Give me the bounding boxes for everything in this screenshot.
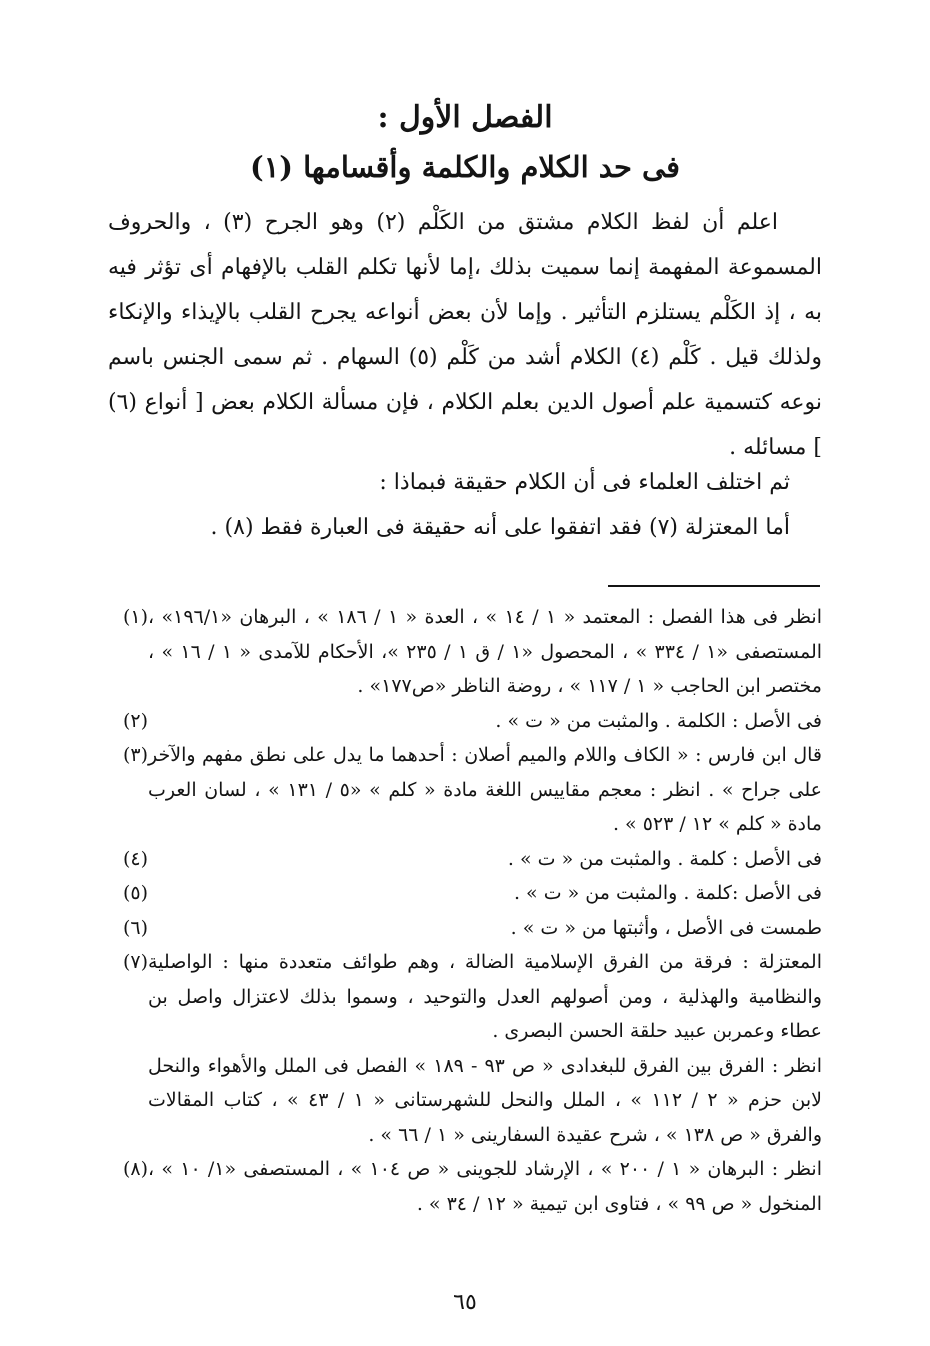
footnote	[108, 842, 822, 877]
footnote-number: (٥)	[122, 882, 148, 904]
footnote-number: (٨)	[122, 1158, 148, 1180]
chapter-subtitle: فى حد الكلام والكلمة وأقسامها (١)	[249, 150, 681, 184]
footnote-number: (٤)	[122, 847, 148, 870]
footnote-text: انظر : البرهان « ١ / ٢٠٠ » ، الإرشاد للجوينى « ص ١٠٤ » ، المستصفى «١/ ١٠ » ، المنخول « ص ٩٩ » ، فتاوى ابن تيمية « ١٢ / ٣٤ » .	[148, 1158, 822, 1215]
body-text	[108, 200, 822, 470]
footnote-text: فى الأصل : الكلمة . والمثبت من « ت » .	[495, 709, 822, 732]
footnote	[108, 704, 822, 739]
chapter-title: الفصل الأول :	[377, 100, 553, 135]
footnote	[108, 1152, 822, 1221]
footnote-text: قال ابن فارس : « الكاف واللام والميم أصلان : أحدهما ما يدل على نطق مفهم والآخر على جراح » . انظر : معجم مقاييس اللغة مادة « كلم » «٥ / ١٣١ » ، لسان العرب مادة « كلم » ١٢ / ٥٢٣ » .	[148, 744, 823, 835]
footnote-number: (٢)	[122, 709, 148, 732]
footnote-number: (٧)	[122, 951, 148, 973]
footnote	[108, 945, 822, 1152]
body-line: ثم اختلف العلماء فى أن الكلام حقيقة فبماذا :	[379, 470, 790, 495]
footnote-divider	[608, 585, 820, 587]
footnote-text: انظر فى هذا الفصل : المعتمد « ١ / ١٤ » ، العدة « ١ / ١٨٦ » ، البرهان «١٩٦/١» ، المستصفى «١ / ٣٣٤ » ، المحصول «١ / ق ١ / ٢٣٥ »، الأحكام للآمدى « ١ / ١٦ » ، مختصر ابن الحاجب « ١ / ١١٧ » ، روضة الناظر «ص١٧٧» .	[148, 606, 823, 697]
footnote	[108, 911, 822, 946]
footnote-text: فى الأصل : كلمة . والمثبت من « ت » .	[507, 847, 822, 870]
footnote-number: (١)	[122, 606, 148, 628]
footnote-text: المعتزلة : فرقة من الفرق الإسلامية الضالة ، وهم طوائف متعددة منها : الواصلية والنظامية والهذلية ، ومن أصولهم العدل والتوحيد ، وسموا بذلك لاعتزال واصل بن عطاء وعمربن عبيد حلقة الحسن البصرى .	[148, 951, 822, 1042]
footnote-text: طمست فى الأصل ، وأثبتها من « ت » .	[510, 916, 822, 939]
page-number: ٦٥	[453, 1290, 477, 1315]
footnote-text: فى الأصل :كلمة . والمثبت من « ت » .	[513, 882, 822, 904]
footnote-text: انظر : الفرق بين الفرق للبغدادى « ص ٩٣ - ١٨٩ » الفصل فى الملل والأهواء والنحل لابن حزم « ٢ / ١١٢ » ، الملل والنحل للشهرستانى « ١ / ٤٣ » ، كتاب المقالات والفرق « ص ١٣٨ » ، شرح عقيدة السفارينى « ١ / ٦٦ » .	[148, 1054, 823, 1146]
footnotes	[108, 600, 822, 1221]
footnote	[108, 876, 822, 911]
body-lines	[108, 460, 790, 550]
footnote-number: (٣)	[122, 744, 148, 766]
body-paragraph: اعلم أن لفظ الكلام مشتق من الكَلْم (٢) وهو الجرح (٣) ، والحروف المسموعة المفهمة إنما سميت بذلك ،إما لأنها تكلم القلب بالإفهام أى تؤثر فيه به ، إذ الكَلْم يستلزم التأثير . وإما لأن بعض أنواعه يجرح القلب بالإيذاء والإنكاء ولذلك قيل . كَلْم (٤) الكلام أشد من كَلْم (٥) السهام . ثم سمى الجنس باسم نوعه كتسمية علم أصول الدين بعلم الكلام ، فإن مسألة الكلام بعض [ أنواع (٦) ] مسائله .	[108, 210, 822, 460]
footnote	[108, 738, 822, 842]
footnote	[108, 600, 822, 704]
footnote-number: (٦)	[122, 916, 148, 939]
body-line: أما المعتزلة (٧) فقد اتفقوا على أنه حقيقة فى العبارة فقط (٨) .	[210, 515, 790, 540]
